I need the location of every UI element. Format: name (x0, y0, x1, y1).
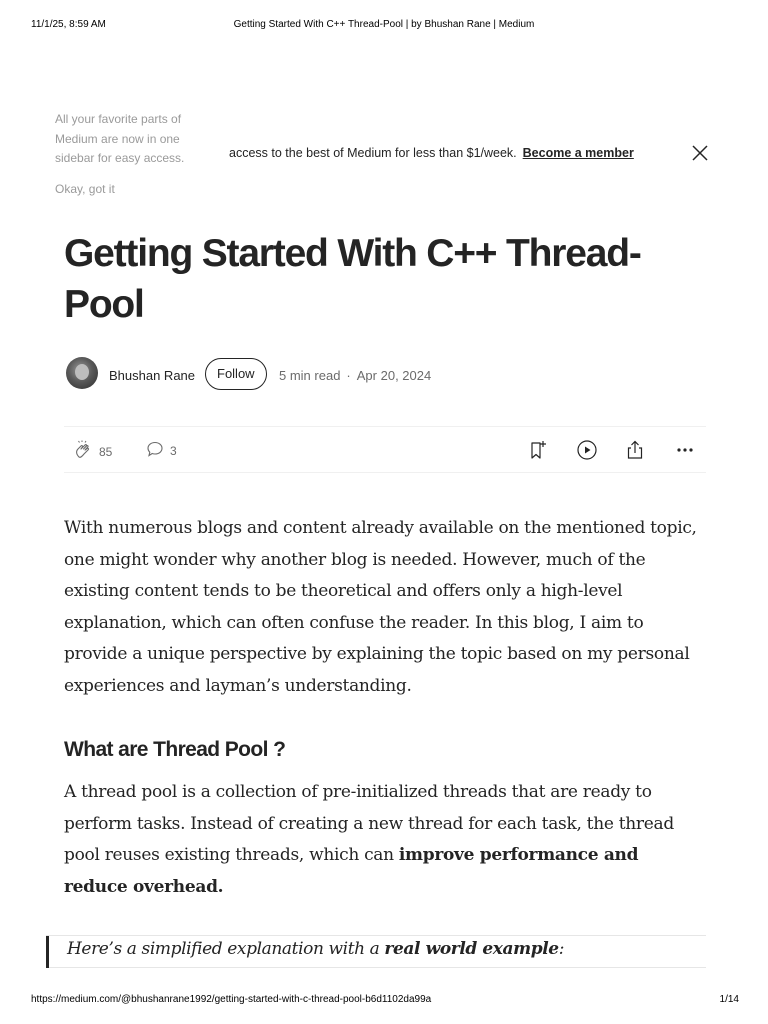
print-page-title: Getting Started With C++ Thread-Pool | by Bhushan Rane | Medium (233, 19, 535, 30)
more-icon[interactable] (674, 439, 696, 461)
print-datetime: 11/1/25, 8:59 AM (31, 19, 106, 30)
print-url: https://medium.com/@bhushanrane1992/getting-started-with-c-thread-pool-b6d1102da99a (31, 994, 432, 1005)
clap-count: 85 (99, 444, 113, 459)
okay-got-it-button[interactable]: Okay, got it (55, 181, 115, 196)
quote-text (67, 939, 564, 959)
quote-bar (46, 936, 49, 968)
follow-button[interactable]: Follow (205, 358, 267, 390)
play-icon[interactable] (576, 439, 598, 461)
clap-button[interactable] (73, 440, 112, 463)
publish-date: Apr 20, 2024 (356, 368, 432, 383)
paragraph-definition-text: A thread pool is a collection of pre-initialized threads that are ready to perform tasks. Instead of creating a new thread for each task, the thread pool reuses existing threads, which can (64, 782, 674, 865)
response-count: 3 (170, 443, 177, 458)
quote-text-start: Here’s a simplified explanation with a (67, 939, 385, 959)
print-page-number: 1/14 (719, 994, 739, 1005)
membership-banner (229, 146, 634, 160)
quote-text-emphasis: real world example (384, 939, 559, 959)
byline (66, 357, 706, 391)
clap-icon (73, 440, 93, 463)
blockquote (46, 935, 706, 968)
sidebar-tip (55, 110, 205, 199)
print-header (0, 19, 768, 33)
paragraph-definition (64, 777, 704, 903)
banner-text: access to the best of Medium for less than $1/week. (229, 146, 517, 160)
read-time: 5 min read (279, 368, 341, 383)
close-icon[interactable] (690, 143, 710, 163)
article-title: Getting Started With C++ Thread-Pool (64, 232, 641, 326)
quote-text-end: : (558, 939, 565, 959)
avatar[interactable] (66, 357, 98, 389)
section-heading: What are Thread Pool ? (64, 738, 286, 761)
meta-separator: · (346, 368, 351, 383)
become-member-link[interactable]: Become a member (522, 146, 634, 160)
paragraph-definition-emphasis: improve performance and reduce overhead. (64, 845, 639, 897)
bookmark-add-icon[interactable] (527, 439, 549, 461)
share-icon[interactable] (624, 439, 646, 461)
speech-bubble-icon (146, 440, 164, 461)
author-name[interactable]: Bhushan Rane (109, 368, 196, 383)
responses-button[interactable] (146, 440, 177, 461)
paragraph-intro: With numerous blogs and content already available on the mentioned topic, one might wonder why another blog is needed. However, much of the existing content tends to be theoretical and offers only a high-level explanation, which can often confuse the reader. In this blog, I aim to provide a unique perspective by explaining the topic based on my personal experiences and layman’s understanding. (64, 518, 697, 696)
sidebar-tip-text: All your favorite parts of Medium are now in one sidebar for easy access. (55, 112, 185, 165)
print-footer (0, 994, 768, 1008)
action-bar (64, 426, 706, 473)
article-meta (279, 368, 431, 383)
